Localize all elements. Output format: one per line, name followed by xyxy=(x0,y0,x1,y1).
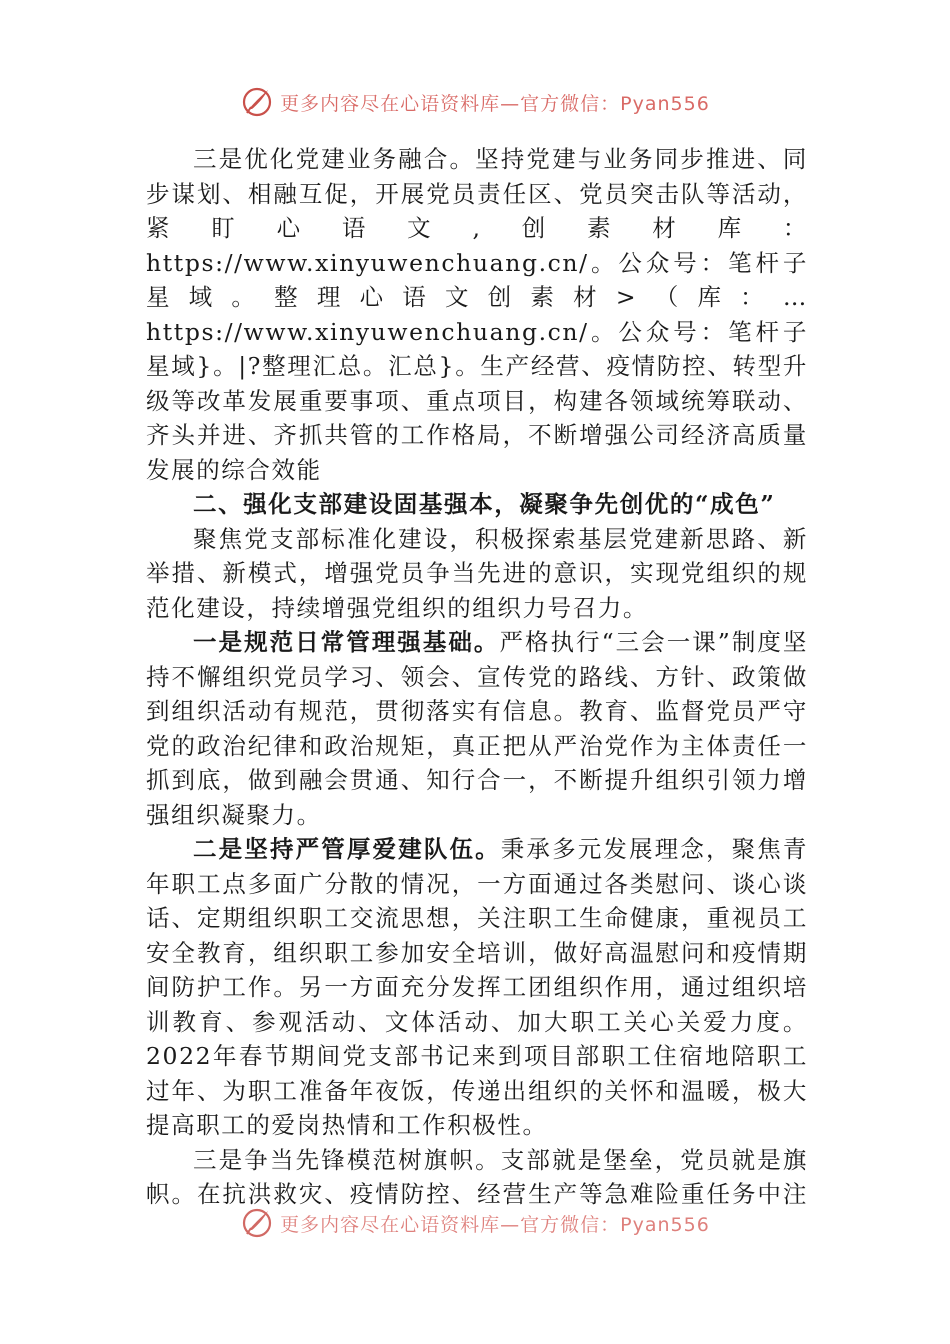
paragraph-5-text: 三是争当先锋模范树旗帜。支部就是堡垒，党员就是旗帜。在抗洪救灾、疫情防控、经营生产等急难险重任务中注 xyxy=(146,1145,808,1208)
watermark-text: 更多内容尽在心语资料库—官方微信：Pyan556 xyxy=(280,1213,710,1236)
paragraph-4-text: 秉承多元发展理念，聚焦青年职工点多面广分散的情况，一方面通过各类慰问、谈心谈话、定期组织职工交流思想，关注职工生命健康，重视员工安全教育，组织职工参加安全培训，做好高温慰问和疫情期间防护工作。另一方面充分发挥工团组织作用，通过组织培训教育、参观活动、文体活动、加大职工关心关爱力度。2022年春节期间党支部书记来到项目部职工住宿地陪职工过年、为职工准备年夜饭，传递出组织的关怀和温暖，极大提高职工的爱岗热情和工作积极性。 xyxy=(146,835,809,1139)
paragraph-4 xyxy=(146,832,808,1143)
paragraph-1 xyxy=(146,142,808,487)
paragraph-2 xyxy=(146,522,808,626)
watermark-text: 更多内容尽在心语资料库—官方微信：Pyan556 xyxy=(280,92,710,115)
feather-seal-icon xyxy=(240,1206,274,1240)
section-heading: 二、强化支部建设固基强本，凝聚争先创优的“成色” xyxy=(193,490,776,518)
paragraph-3-text: 严格执行“三会一课”制度坚持不懈组织党员学习、领会、宣传党的路线、方针、政策做到组织活动有规范，贯彻落实有信息。教育、监督党员严守党的政治纪律和政治规矩，真正把从严治党作为主体责任一抓到底，做到融会贯通、知行合一，不断提升组织引领力增强组织凝聚力。 xyxy=(146,628,808,829)
watermark-footer xyxy=(0,1200,950,1240)
paragraph-3 xyxy=(146,625,808,832)
paragraph-2-text: 聚焦党支部标准化建设，积极探索基层党建新思路、新举措、新模式，增强党员争当先进的意识，实现党组织的规范化建设，持续增强党组织的组织力号召力。 xyxy=(146,524,808,622)
paragraph-1-text: 三是优化党建业务融合。坚持党建与业务同步推进、同步谋划、相融互促，开展党员责任区、党员突击队等活动，紧盯心语文,创素材库：https://www.xinyuwenchuang.cn/。公众号：笔杆子星域。整理心语文创素材>（库：…https://www.xinyuwenchuang.cn/。公众号：笔杆子星域}。|?整理汇总。汇总}。生产经营、疫情防控、转型升级等改革发展重要事项、重点项目，构建各领域统筹联动、齐头并进、齐抓共管的工作格局，不断增强公司经济高质量发展的综合效能 xyxy=(146,145,808,484)
document-body xyxy=(146,142,808,1212)
paragraph-3-lead: 一是规范日常管理强基础。 xyxy=(193,628,500,656)
paragraph-4-lead: 二是坚持严管厚爱建队伍。 xyxy=(193,835,501,863)
